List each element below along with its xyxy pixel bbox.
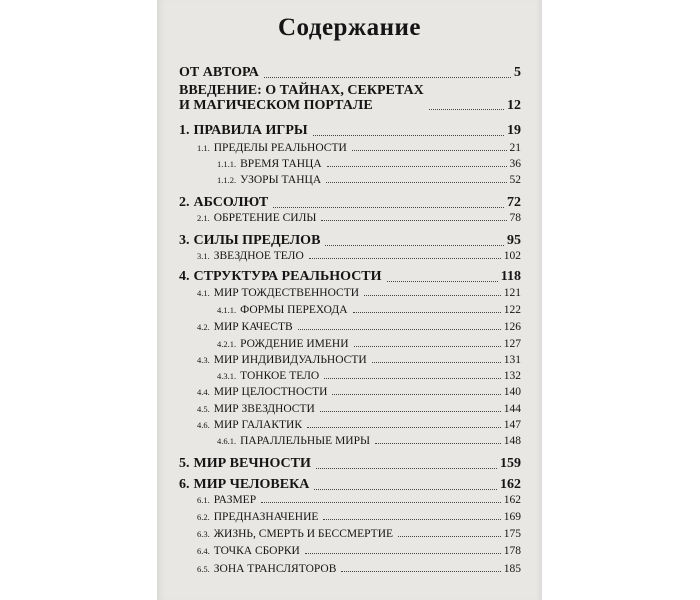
toc-page-number: 72 <box>507 195 521 210</box>
toc-entry-label <box>197 386 329 398</box>
toc-entry-label <box>197 563 338 575</box>
toc-entry-label <box>197 419 304 431</box>
toc-entry <box>197 142 521 154</box>
toc-page-number: 122 <box>503 304 521 316</box>
toc-entry-label <box>179 196 270 211</box>
toc-entry-text: МИР ИНДИВИДУАЛЬНОСТИ <box>213 354 367 366</box>
toc-entry-number: 4.5. <box>197 404 210 414</box>
toc-entry <box>217 304 521 316</box>
toc-entry <box>217 158 521 170</box>
toc-entry-text: ПРЕДЕЛЫ РЕАЛЬНОСТИ <box>213 142 347 154</box>
toc-entry <box>179 270 521 285</box>
toc-page-number: 132 <box>503 370 521 382</box>
toc-entry-number: 4.6. <box>197 420 210 430</box>
toc-entry-label <box>197 403 317 415</box>
toc-entry-text: ФОРМЫ ПЕРЕХОДА <box>240 304 348 316</box>
toc-entry <box>179 457 521 472</box>
toc-entry <box>197 528 521 540</box>
page-title: Содержание <box>277 14 421 41</box>
toc-page-number: 162 <box>503 494 521 506</box>
toc-entry-label <box>217 158 324 170</box>
toc-entry-label <box>179 124 310 139</box>
dot-leader <box>313 135 504 136</box>
toc-entry-text: МИР ЗВЕЗДНОСТИ <box>213 403 315 415</box>
toc-entry-text: ОБРЕТЕНИЕ СИЛЫ <box>213 212 317 224</box>
toc-entry-text: ПРЕДНАЗНАЧЕНИЕ <box>213 511 319 523</box>
dot-leader <box>298 329 501 330</box>
toc-entry <box>179 84 521 113</box>
toc-entry-label <box>179 478 311 493</box>
dot-leader <box>320 411 501 412</box>
toc-entry-number: 4.1.1. <box>217 305 237 315</box>
toc-entry <box>179 66 521 81</box>
toc-entry-text: ВВЕДЕНИЕ: О ТАЙНАХ, СЕКРЕТАХ <box>179 83 424 98</box>
dot-leader <box>326 182 506 183</box>
toc-page-number: 118 <box>500 269 521 284</box>
dot-leader <box>261 502 501 503</box>
toc-entry <box>197 354 521 366</box>
dot-leader <box>354 346 501 347</box>
toc-page-number: 185 <box>503 563 521 575</box>
toc-entry-text: МИР ТОЖДЕСТВЕННОСТИ <box>213 287 360 299</box>
toc-page-number: 162 <box>500 477 521 492</box>
toc-page-number: 178 <box>503 545 521 557</box>
dot-leader <box>327 166 507 167</box>
toc-entry-text: ТОНКОЕ ТЕЛО <box>240 370 320 382</box>
toc-entry-text: ТОЧКА СБОРКИ <box>213 545 300 557</box>
toc-entry <box>217 370 521 382</box>
toc-entry-number: 2.1. <box>197 213 210 223</box>
toc-entry-label <box>179 457 313 472</box>
toc-entry <box>179 196 521 211</box>
toc-page-number: 147 <box>503 419 521 431</box>
dot-leader <box>324 378 501 379</box>
toc-entry-number: 1.1.1. <box>217 159 237 169</box>
toc-page-number: 21 <box>509 142 521 154</box>
toc-entry-text: СТРУКТУРА РЕАЛЬНОСТИ <box>193 269 382 284</box>
book-page <box>157 0 542 600</box>
toc-entry-label <box>197 528 395 540</box>
toc-entry-label <box>179 270 384 285</box>
toc-page-number: 102 <box>503 250 521 262</box>
toc-page-number: 5 <box>514 65 521 80</box>
toc-entry-label <box>197 142 349 154</box>
toc-entry-number: 4. <box>179 269 190 284</box>
toc-entry-label <box>179 84 426 113</box>
toc-entry-label <box>217 338 351 350</box>
toc-entry-text: ПАРАЛЛЕЛЬНЫЕ МИРЫ <box>240 435 371 447</box>
toc-page-number: 95 <box>507 233 521 248</box>
toc-entry-number: 4.2.1. <box>217 339 237 349</box>
toc-entry-text: ПРАВИЛА ИГРЫ <box>193 123 308 138</box>
dot-leader <box>316 468 497 469</box>
dot-leader <box>305 553 501 554</box>
toc-entry-number: 6.3. <box>197 529 210 539</box>
toc-entry-text: ЗВЕЗДНОЕ ТЕЛО <box>213 250 304 262</box>
toc-entry <box>197 386 521 398</box>
dot-leader <box>323 519 500 520</box>
toc-entry <box>217 174 521 186</box>
toc-entry <box>197 403 521 415</box>
toc-entry-number: 5. <box>179 456 190 471</box>
dot-leader <box>375 443 501 444</box>
toc-entry-label <box>197 511 320 523</box>
toc-entry-text: ВРЕМЯ ТАНЦА <box>240 158 322 170</box>
toc-entry-text: РОЖДЕНИЕ ИМЕНИ <box>240 338 349 350</box>
toc-entry-label <box>197 287 361 299</box>
toc-entry <box>217 338 521 350</box>
toc-entry-number: 3.1. <box>197 251 210 261</box>
dot-leader <box>429 109 504 110</box>
toc-page-number: 78 <box>509 212 521 224</box>
table-of-contents <box>157 0 542 600</box>
toc-entry-text: СИЛЫ ПРЕДЕЛОВ <box>193 233 321 248</box>
toc-entry-number: 4.6.1. <box>217 436 237 446</box>
toc-entry-label <box>197 212 318 224</box>
toc-entry-text: АБСОЛЮТ <box>193 195 269 210</box>
toc-page-number: 52 <box>509 174 521 186</box>
toc-entry <box>179 478 521 493</box>
toc-entry-label <box>217 435 372 447</box>
toc-page-number: 148 <box>503 435 521 447</box>
toc-entry-label <box>217 370 321 382</box>
toc-entry-number: 4.3.1. <box>217 371 237 381</box>
toc-entry-number: 4.2. <box>197 322 210 332</box>
toc-entry <box>197 321 521 333</box>
toc-page-number: 121 <box>503 287 521 299</box>
toc-page-number: 159 <box>500 456 521 471</box>
toc-entry-text: МИР КАЧЕСТВ <box>213 321 293 333</box>
toc-entry-number: 4.4. <box>197 387 210 397</box>
dot-leader <box>341 571 500 572</box>
dot-leader <box>353 312 501 313</box>
dot-leader <box>273 207 504 208</box>
toc-entry-label <box>197 250 306 262</box>
toc-entry-number: 6.1. <box>197 495 210 505</box>
toc-entry <box>197 287 521 299</box>
toc-entry <box>197 545 521 557</box>
toc-page-number: 127 <box>503 338 521 350</box>
dot-leader <box>264 77 511 78</box>
toc-page-number: 19 <box>507 123 521 138</box>
toc-entry-text-line2: И МАГИЧЕСКОМ ПОРТАЛЕ <box>179 97 373 113</box>
toc-entry-number: 4.3. <box>197 355 210 365</box>
toc-entry-number: 3. <box>179 233 190 248</box>
toc-entry <box>197 511 521 523</box>
toc-entry-number: 4.1. <box>197 288 210 298</box>
dot-leader <box>314 489 497 490</box>
toc-page-number: 12 <box>507 97 521 113</box>
toc-entry-number: 2. <box>179 195 190 210</box>
toc-entry-text: МИР ЧЕЛОВЕКА <box>193 477 310 492</box>
toc-entry <box>197 250 521 262</box>
toc-page-number: 144 <box>503 403 521 415</box>
toc-entry-label <box>197 354 369 366</box>
toc-page-number: 131 <box>503 354 521 366</box>
dot-leader <box>352 150 507 151</box>
dot-leader <box>364 295 501 296</box>
toc-entry <box>197 563 521 575</box>
dot-leader <box>307 427 501 428</box>
dot-leader <box>387 281 498 282</box>
toc-entry <box>197 212 521 224</box>
toc-page-number: 140 <box>503 386 521 398</box>
toc-entry <box>179 234 521 249</box>
toc-entry-number: 6.4. <box>197 546 210 556</box>
toc-entry-number: 6.2. <box>197 512 210 522</box>
dot-leader <box>325 245 504 246</box>
toc-entry <box>217 435 521 447</box>
toc-entry-label <box>179 234 322 249</box>
toc-entry-label <box>197 321 295 333</box>
toc-page-number: 126 <box>503 321 521 333</box>
toc-entry-text: МИР ВЕЧНОСТИ <box>193 456 311 471</box>
toc-entry-number: 6.5. <box>197 564 210 574</box>
dot-leader <box>309 258 501 259</box>
dot-leader <box>372 362 501 363</box>
toc-entry-number: 6. <box>179 477 190 492</box>
toc-entry-text: ОТ АВТОРА <box>179 65 259 80</box>
toc-entry <box>197 419 521 431</box>
toc-page-number: 36 <box>509 158 521 170</box>
toc-entry-label <box>179 66 261 81</box>
toc-entry <box>197 494 521 506</box>
toc-page-number: 175 <box>503 528 521 540</box>
toc-entry-number: 1.1.2. <box>217 175 237 185</box>
toc-entry-number: 1. <box>179 123 190 138</box>
toc-entry-label <box>217 174 323 186</box>
dot-leader <box>321 220 506 221</box>
toc-entry <box>179 124 521 139</box>
toc-entry-text: ЖИЗНЬ, СМЕРТЬ И БЕССМЕРТИЕ <box>213 528 394 540</box>
toc-entry-number: 1.1. <box>197 143 210 153</box>
toc-entry-text: РАЗМЕР <box>213 494 257 506</box>
toc-entry-text: МИР ГАЛАКТИК <box>213 419 303 431</box>
dot-leader <box>332 394 500 395</box>
toc-page-number: 169 <box>503 511 521 523</box>
dot-leader <box>398 536 501 537</box>
toc-entry-label <box>197 545 302 557</box>
toc-entry-label <box>217 304 350 316</box>
toc-entry-label <box>197 494 258 506</box>
toc-entry-text: УЗОРЫ ТАНЦА <box>240 174 322 186</box>
toc-entry-text: ЗОНА ТРАНСЛЯТОРОВ <box>213 563 337 575</box>
toc-entry-text: МИР ЦЕЛОСТНОСТИ <box>213 386 328 398</box>
